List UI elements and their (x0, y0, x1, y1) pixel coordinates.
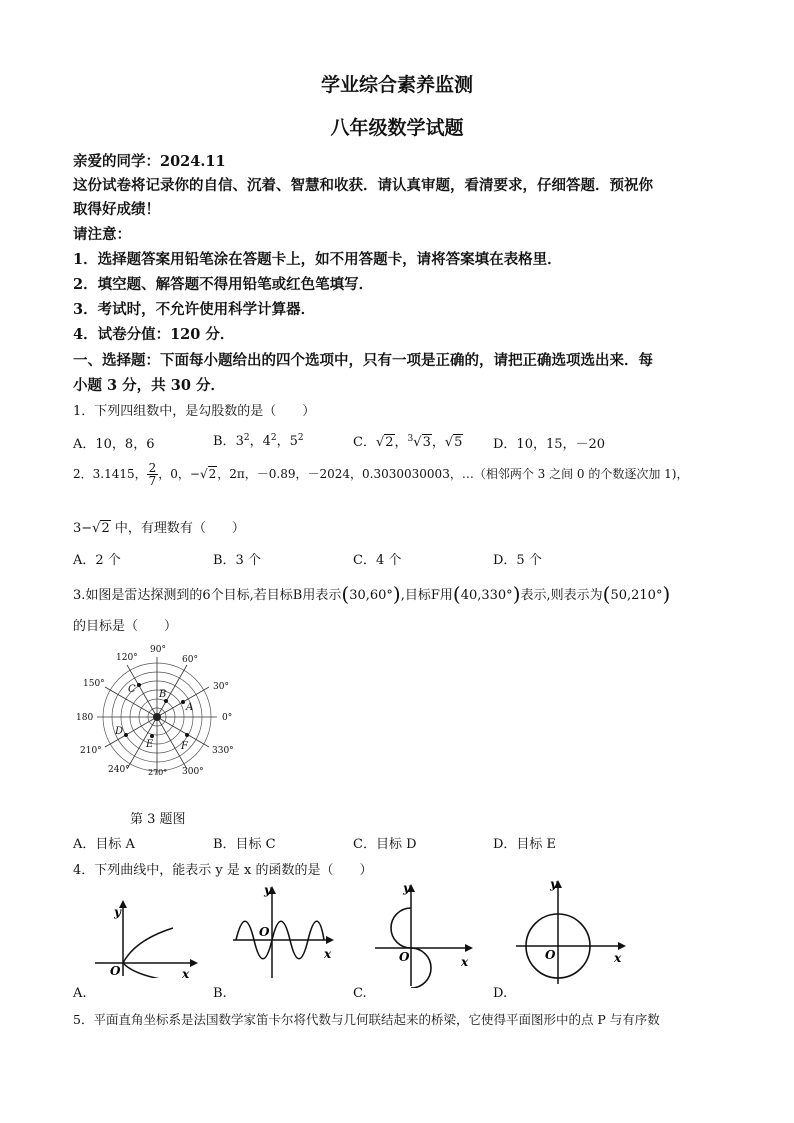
radar-angle-labels (76, 645, 234, 775)
q4-graph-c (365, 878, 475, 988)
q2-option-b: B．3 个 (213, 553, 261, 568)
q1-stem: 1．下列四组数中，是勾股数的是（ ） (73, 404, 316, 419)
exam-title: 学业综合素养监测 (320, 74, 473, 96)
q2-fraction-numerator: 2 (148, 461, 157, 475)
q3-coord-f: 40,330° (460, 588, 513, 603)
angle-label-330: 330° (212, 746, 234, 756)
angle-label-90: 90° (150, 645, 166, 655)
q3-option-a: A．目标 A (73, 837, 135, 852)
q2-line-2-tail: 中，有理数有（ ） (114, 521, 245, 536)
q2-part-2: ，0， (158, 467, 190, 481)
q2-stem-line-2: 3−√2 中，有理数有（ ） (73, 521, 245, 536)
graph-c-origin: O (399, 950, 410, 964)
rule-1: 1．选择题答案用铅笔涂在答题卡上，如不用答题卡，请将答案填在表格里． (73, 251, 562, 268)
q3-stem-line-2: 的目标是（ ） (73, 619, 178, 634)
notice-heading: 请注意： (73, 226, 131, 243)
angle-label-150: 150° (83, 679, 105, 689)
angle-label-30: 30° (213, 682, 229, 692)
q4-stem: 4．下列曲线中，能表示 y 是 x 的函数的是（ ） (73, 863, 373, 878)
q2-option-a: A．2 个 (73, 553, 121, 568)
q4-graph-b (228, 880, 338, 980)
angle-label-180: 180 (76, 713, 94, 723)
radar-figure (70, 640, 250, 775)
q3-coord-b: 30,60° (349, 588, 393, 603)
graph-b-y-label: y (264, 883, 271, 897)
q2-fraction-denominator: 7 (148, 474, 157, 488)
q5-stem-line-1: 5．平面直角坐标系是法国数学家笛卡尔将代数与几何联结起来的桥梁，它使得平面图形中的点 P 与有序数 (73, 1012, 660, 1027)
radar-center (153, 713, 161, 721)
q4-label-a: A. (73, 986, 87, 1001)
target-label-e: E (146, 739, 154, 750)
angle-label-60: 60° (182, 655, 198, 665)
q1-option-a: A．10，8，6 (73, 437, 155, 452)
graph-d-origin: O (545, 948, 556, 962)
angle-label-210: 210° (80, 746, 102, 756)
q3-option-c: C．目标 D (353, 837, 417, 852)
q4-graph-a (90, 878, 200, 978)
q4-label-c: C. (353, 986, 367, 1001)
angle-label-270: 270° (148, 768, 168, 775)
q1-option-b: B．$3^2$，$4^2$，$5^2$ (213, 433, 304, 449)
q4-label-b: B. (213, 986, 227, 1001)
angle-label-300: 300° (182, 767, 204, 775)
graph-a-y-label: y (114, 905, 121, 919)
q1-option-c-prefix: C． (353, 435, 376, 450)
graph-b-origin: O (259, 925, 270, 939)
q4-label-d: D. (493, 986, 508, 1001)
q3-figure-caption: 第 3 题图 (130, 812, 186, 827)
q2-num: 2．3.1415， (73, 467, 147, 481)
graph-d-y-label: y (550, 877, 557, 891)
graph-a-x-label: x (182, 967, 190, 978)
q2-part-3: ，2π，－0.89，－2024，0.3030030003，…（相邻两个 3 之间 0 的个数逐次加 1)， (217, 467, 689, 481)
angle-label-120: 120° (116, 653, 138, 663)
q2-fraction (147, 462, 159, 487)
intro-line-1: 这份试卷将记录你的自信、沉着、智慧和收获．请认真审题，看清要求，仔细答题．预祝你 (73, 177, 653, 194)
angle-label-0: 0° (222, 713, 233, 723)
q4-graph-d (508, 876, 633, 986)
target-label-b: B (159, 689, 167, 700)
q3-text-3: 表示,则表示为 (520, 588, 603, 603)
graph-c-y-label: y (403, 881, 410, 895)
q2-option-c: C．4 个 (353, 553, 402, 568)
q1-option-d: D．10，15，－20 (493, 437, 606, 452)
section-1-line-2: 小题 3 分，共 30 分． (73, 377, 225, 394)
graph-d-x-label: x (614, 951, 622, 965)
q3-option-b: B．目标 C (213, 837, 276, 852)
target-label-f: F (181, 741, 188, 752)
rule-2: 2．填空题、解答题不得用铅笔或红色笔填写． (73, 276, 374, 293)
q3-coord-q: 50,210° (610, 588, 663, 603)
q3-option-d: D．目标 E (493, 837, 557, 852)
q3-text-2: ,目标F用 (400, 588, 453, 603)
target-label-a: A (186, 702, 194, 713)
rule-3: 3．考试时，不允许使用科学计算器． (73, 301, 316, 318)
graph-a-origin: O (110, 964, 121, 978)
angle-label-240: 240° (108, 765, 130, 775)
graph-b-x-label: x (324, 947, 332, 961)
q2-option-d: D．5 个 (493, 553, 542, 568)
q2-stem: 2．3.1415， $\frac{2}{7}$ ，0，−√2，2π，－0.89，－2024，0.3030030003，…（相邻两个 3 之间 0 的个数逐次加 1)， (73, 461, 689, 488)
q3-stem: 3.如图是雷达探测到的6个目标,若目标B用表示(30,60°),目标F用(40,330°)表示,则表示为(50,210°) (73, 582, 671, 606)
target-label-d: D (115, 726, 124, 737)
target-label-c: C (128, 684, 136, 695)
rule-4: 4．试卷分值：120 分． (73, 326, 235, 343)
q3-text-1: 3.如图是雷达探测到的6个目标,若目标B用表示 (73, 588, 342, 603)
section-1-line-1: 一、选择题：下面每小题给出的四个选项中，只有一项是正确的，请把正确选项选出来．每 (73, 352, 653, 369)
q1-option-b-prefix: B． (213, 434, 236, 449)
exam-subtitle: 八年级数学试题 (330, 117, 464, 139)
greeting: 亲爱的同学：2024.11 (73, 153, 226, 170)
q1-option-c: C．√2，$^3$√3，√5 (353, 434, 463, 450)
graph-c-x-label: x (461, 955, 469, 969)
intro-line-2: 取得好成绩！ (73, 201, 160, 218)
